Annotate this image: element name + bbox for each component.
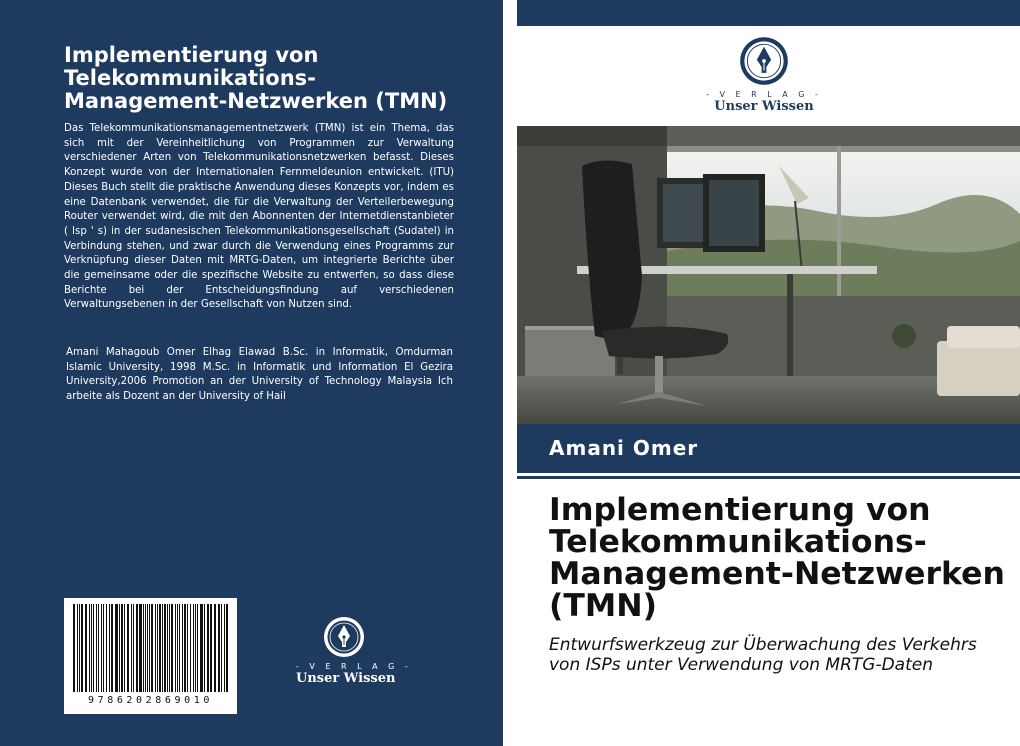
front-title-line-1: Implementierung von — [549, 492, 931, 528]
barcode-bar — [214, 604, 216, 692]
barcode-bar — [133, 604, 134, 692]
barcode-bar — [139, 604, 142, 692]
barcode-bar — [187, 604, 188, 692]
office-desk-chair-photo — [517, 126, 1020, 424]
barcode-bar — [85, 604, 87, 692]
spine — [503, 0, 517, 746]
barcode-bar — [151, 604, 153, 692]
isbn-barcode — [64, 598, 237, 714]
front-logo-tagline: - V E R L A G - — [706, 90, 822, 99]
barcode-bar — [207, 604, 209, 692]
barcode-bar — [77, 604, 78, 692]
barcode-bar — [171, 604, 173, 692]
barcode-bar — [89, 604, 90, 692]
book-blurb: Das Telekommunikationsmanagementnetzwerk (TMN) ist ein Thema, das sich mit der Vereinheitlichung von Programmen zur Verwaltung verschiedener Arten von Telekommunikationsnetzwerken befasst. Dieses Konzept wurde von der Internationalen Fernmeldeunion entwickelt. (ITU) Dieses Buch stellt die praktische Anwendung dieses Konzepts vor, indem es eine Datenbank verwendet, die für die Verwaltung der Verteilerbewegung Router verwendet wird, die mit den Abonnenten der Internetdienstanbieter ( Isp ' s) in der sudanesischen Telekommunikationsgesellschaft (Sudatel) in Verbindung stehen, und zwar durch die Verwendung eines Programms zur Verknüpfung dieser Daten mit MRTG-Daten, um integrierte Berichte über die gemeinsame oder die spezifische Website zu entwerfen, so dass diese Berichte bei der Entscheidungsfindung auf verschiedenen Verwaltungsebenen in der Gesellschaft von Nutzen sind. — [64, 123, 454, 311]
front-subtitle-line-2: von ISPs unter Verwendung von MRTG-Daten — [549, 655, 933, 675]
front-top-bar — [517, 0, 1020, 26]
back-publisher-logo — [296, 616, 412, 686]
barcode-bar — [204, 604, 205, 692]
barcode-bar — [143, 604, 144, 692]
barcode-bar — [145, 604, 146, 692]
isbn-digits: 9786202869010 — [87, 695, 214, 706]
barcode-bar — [111, 604, 113, 692]
barcode-bar — [115, 604, 118, 692]
barcode-bar — [155, 604, 156, 692]
barcode-bar — [149, 604, 150, 692]
barcode-bar — [159, 604, 161, 692]
barcode-bar — [103, 604, 104, 692]
front-title-line-2: Telekommunikations- — [549, 524, 927, 560]
barcode-bar — [91, 604, 92, 692]
pen-nib-seal-icon — [323, 616, 365, 658]
author-band — [517, 424, 1020, 473]
front-logo-name: Unser Wissen — [714, 99, 814, 114]
barcode-bar — [79, 604, 80, 692]
barcode-bar — [98, 604, 99, 692]
barcode-bar — [177, 604, 178, 692]
barcode-bars — [69, 604, 232, 694]
barcode-bar — [200, 604, 203, 692]
barcode-bar — [93, 604, 94, 692]
barcode-bar — [109, 604, 110, 692]
title-separator — [517, 476, 1020, 479]
barcode-bar — [147, 604, 148, 692]
author-bio: Amani Mahagoub Omer Elhag Elawad B.Sc. in Informatik, Omdurman Islamic University, 1998 M.Sc. in Informatik und Information El Gezira University,2006 Promotion an der University of Technology Malaysia Ich arbeite als Dozent an der University of Hail — [66, 347, 453, 403]
front-title-line-3: Management-Netzwerken — [549, 556, 1005, 592]
barcode-bar — [106, 604, 107, 692]
barcode-bar — [193, 604, 194, 692]
barcode-bar — [184, 604, 186, 692]
barcode-bar — [96, 604, 97, 692]
back-logo-name: Unser Wissen — [296, 671, 396, 686]
back-logo-tagline: - V E R L A G - — [296, 662, 412, 671]
barcode-bar — [197, 604, 198, 692]
barcode-bar — [73, 604, 75, 692]
barcode-bar — [81, 604, 83, 692]
barcode-bar — [127, 604, 129, 692]
barcode-bar — [136, 604, 138, 692]
back-title-line-1: Implementierung von — [64, 43, 319, 67]
barcode-bar — [157, 604, 158, 692]
barcode-bar — [124, 604, 125, 692]
barcode-bar — [162, 604, 163, 692]
barcode-bar — [226, 604, 228, 692]
front-subtitle-line-1: Entwurfswerkzeug zur Überwachung des Verkehrs — [549, 635, 977, 655]
back-cover-title — [64, 44, 464, 113]
barcode-bar — [121, 604, 123, 692]
front-title-line-4: (TMN) — [549, 588, 657, 624]
barcode-bar — [119, 604, 120, 692]
front-publisher-logo — [706, 36, 822, 114]
barcode-bar — [101, 604, 102, 692]
barcode-bar — [224, 604, 225, 692]
barcode-bar — [164, 604, 166, 692]
barcode-bar — [182, 604, 183, 692]
back-title-line-3: Management-Netzwerken (TMN) — [64, 89, 448, 113]
barcode-bar — [218, 604, 220, 692]
barcode-bar — [195, 604, 196, 692]
barcode-bar — [179, 604, 180, 692]
barcode-bar — [131, 604, 132, 692]
front-subtitle — [549, 635, 1009, 675]
front-author: Amani Omer — [549, 436, 699, 460]
back-title-line-2: Telekommunikations- — [64, 66, 316, 90]
barcode-bar — [167, 604, 168, 692]
barcode-bar — [190, 604, 191, 692]
barcode-bar — [210, 604, 212, 692]
barcode-bar — [169, 604, 170, 692]
barcode-bar — [175, 604, 176, 692]
pen-nib-seal-icon — [739, 36, 789, 86]
front-cover-title — [549, 494, 1009, 622]
barcode-bar — [221, 604, 222, 692]
